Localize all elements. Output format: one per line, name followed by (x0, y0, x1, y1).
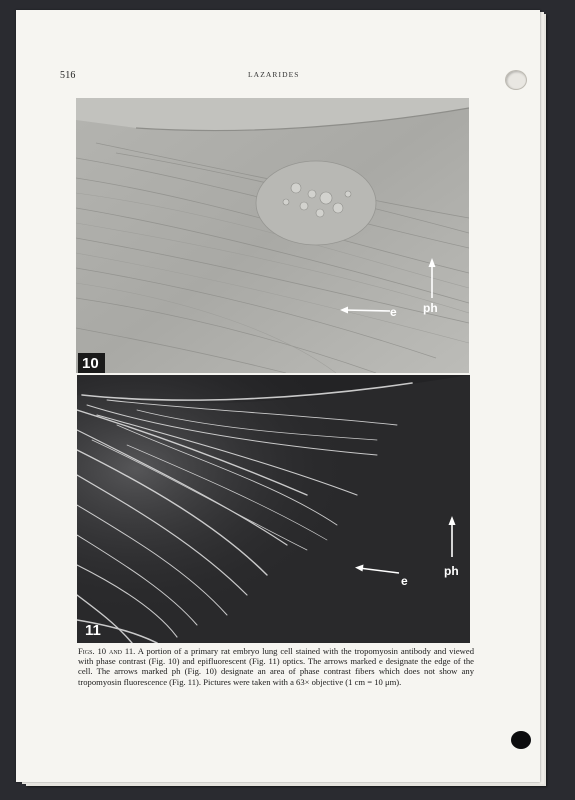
punch-hole-top (505, 70, 527, 90)
fig11-arrow-e-label: e (401, 574, 408, 588)
fig11-arrow-ph-label: ph (444, 564, 459, 578)
punch-hole-bottom (511, 731, 531, 749)
running-head: LAZARIDES (248, 70, 300, 79)
caption-text: A portion of a primary rat embryo lung cell stained with the tropomyosin antibody and viewed with phase contrast (Fig. 10) and epifluorescent (Fig. 11) optics. The arrows marked e designate the edge of the cell. The arrows marked ph (Fig. 10) designate an area of phase contrast fibers which does not show any tropomyosin fluorescence (Fig. 11). Pictures were taken with a 63× objective (1 cm = 10 μm). (78, 646, 474, 687)
figure-10-phase-contrast (76, 98, 469, 373)
caption-lead: Figs. 10 and 11. (78, 646, 136, 656)
fig10-arrow-e-label: e (390, 305, 397, 319)
figure-11-label: 11 (85, 622, 101, 639)
page-number: 516 (60, 70, 76, 81)
figure-10-label: 10 (78, 353, 105, 373)
document-page (16, 10, 540, 782)
figure-11-epifluorescence (77, 375, 470, 643)
figure-caption (78, 646, 474, 687)
fig10-arrow-ph-label: ph (423, 301, 438, 315)
